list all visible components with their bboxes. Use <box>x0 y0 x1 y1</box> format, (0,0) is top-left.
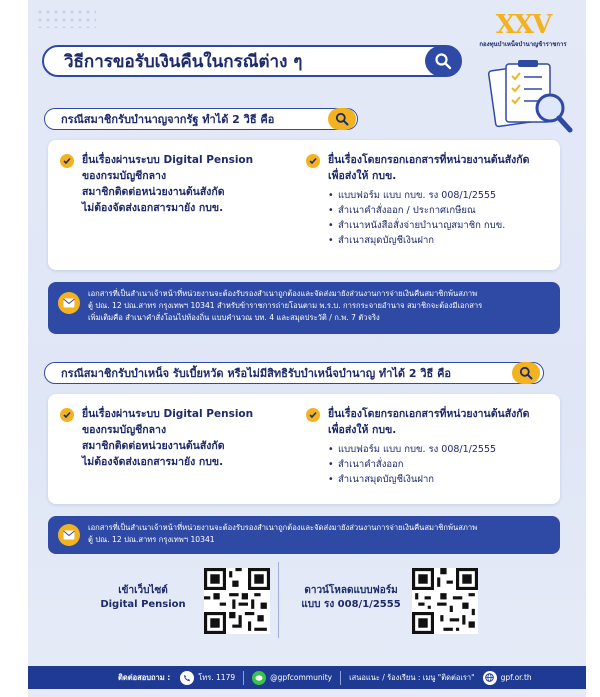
section2-option1-line: ของกรมบัญชีกลาง <box>82 424 167 436</box>
qr1-label-line1: เข้าเว็บไซต์ <box>118 585 168 596</box>
footer-feedback[interactable] <box>349 672 475 684</box>
check-icon <box>306 408 320 422</box>
line-icon <box>252 671 266 685</box>
footer-website[interactable] <box>483 671 532 685</box>
section2-note-line: ตู้ ปณ. 12 ปณ.สาทร กรุงเทพฯ 10341 <box>88 535 215 544</box>
section1-note-line: เพิ่มเติมคือ สำเนาคำสั่งโอนไปท้องถิ่น แบบคำนวณ บท. 4 และสมุดประวัติ / ก.พ. 7 ตัวจริง <box>88 313 380 322</box>
footer-bar <box>28 666 586 689</box>
section1-note-line: เอกสารที่เป็นสำเนาเจ้าหน้าที่หน่วยงานจะต้องรับรองสำเนาถูกต้องและจัดส่งมายังส่วนงานการจ่ายเงินคืนสมาชิกพ้นสภาพ <box>88 289 478 298</box>
page-title: วิธีการขอรับเงินคืนในกรณีต่าง ๆ <box>64 51 303 72</box>
qr2-label-line1: ดาวน์โหลดแบบฟอร์ม <box>304 585 398 596</box>
phone-icon <box>180 671 194 685</box>
section1-option2-line: เพื่อส่งให้ กบข. <box>328 170 397 182</box>
check-icon <box>60 408 74 422</box>
search-icon <box>512 362 540 384</box>
section2-option2 <box>306 406 529 487</box>
document-item: • สำเนาคำสั่งออก <box>328 457 529 472</box>
section1-note <box>48 282 560 334</box>
document-item: • แบบฟอร์ม แบบ กบข. รง 008/1/2555 <box>328 188 529 203</box>
section1-option2 <box>306 152 529 248</box>
footer-website-text: gpf.or.th <box>500 673 532 682</box>
section2-note-line: เอกสารที่เป็นสำเนาเจ้าหน้าที่หน่วยงานจะต้องรับรองสำเนาถูกต้องและจัดส่งมายังส่วนงานการจ่ายเงินคืนสมาชิกพ้นสภาพ <box>88 523 478 532</box>
document-item: • สำเนาสมุดบัญชีเงินฝาก <box>328 472 529 487</box>
gpf-logo-mark: XXV <box>495 10 551 40</box>
section2-option2-line: ยื่นเรื่องโดยกรอกเอกสารที่หน่วยงานต้นสังกัด <box>328 408 530 420</box>
document-item: • สำเนาหนังสือสั่งจ่ายบำนาญสมาชิก กบข. <box>328 218 529 233</box>
section1-heading: กรณีสมาชิกรับบำนาญจากรัฐ ทำได้ 2 วิธี คือ <box>61 113 275 126</box>
section2-option1-line: ยื่นเรื่องผ่านระบบ Digital Pension <box>82 408 254 420</box>
section1-option2-line: ยื่นเรื่องโดยกรอกเอกสารที่หน่วยงานต้นสังกัด <box>328 154 530 166</box>
section2-note <box>48 516 560 554</box>
qr-code-digital-pension[interactable] <box>204 568 270 634</box>
section1-note-line: ตู้ ปณ. 12 ปณ.สาทร กรุงเทพฯ 10341 สำหรับข้าราชการถ่ายโอนตาม พ.ร.บ. การกระจายอำนาจ สมาชิกจะต้องมีเอกสาร <box>88 301 483 310</box>
section2-document-list <box>328 442 529 487</box>
section2-card <box>48 394 560 504</box>
section2-option1 <box>60 406 253 470</box>
qr2-label-line2: แบบ รง 008/1/2555 <box>301 599 401 610</box>
section1-card <box>48 140 560 270</box>
qr1-label <box>88 584 198 612</box>
globe-icon <box>483 671 497 685</box>
document-item: • สำเนาคำสั่งออก / ประกาศเกษียณ <box>328 203 529 218</box>
qr-code-download-form[interactable] <box>412 568 478 634</box>
qr2-label <box>296 584 406 612</box>
footer-separator <box>243 671 244 685</box>
section1-option1-line: ของกรมบัญชีกลาง <box>82 170 167 182</box>
footer-feedback-text: เสนอแนะ / ร้องเรียน : เมนู "ติดต่อเรา" <box>349 672 475 682</box>
check-icon <box>60 154 74 168</box>
document-item: • แบบฟอร์ม แบบ กบข. รง 008/1/2555 <box>328 442 529 457</box>
section1-option1-line: สมาชิกติดต่อหน่วยงานต้นสังกัด <box>82 186 225 198</box>
check-icon <box>306 154 320 168</box>
section2-option1-line: ไม่ต้องจัดส่งเอกสารมายัง กบข. <box>82 456 224 468</box>
qr-divider <box>278 562 279 638</box>
footer-phone-text: โทร. 1179 <box>198 672 236 682</box>
footer-line-text: @gpfcommunity <box>270 673 333 682</box>
section1-option1-line: ยื่นเรื่องผ่านระบบ Digital Pension <box>82 154 254 166</box>
qr-code-area <box>28 558 528 646</box>
footer-phone[interactable] <box>180 671 235 685</box>
footer-contact-label: ติดต่อสอบถาม : <box>118 672 171 682</box>
search-icon <box>425 45 461 77</box>
section2-option2-line: เพื่อส่งให้ กบข. <box>328 424 397 436</box>
section1-option1 <box>60 152 253 216</box>
document-item: • สำเนาสมุดบัญชีเงินฝาก <box>328 233 529 248</box>
decorative-dots <box>36 8 96 28</box>
mail-icon <box>58 292 80 314</box>
section2-heading: กรณีสมาชิกรับบำเหน็จ รับเบี้ยหวัด หรือไม่มีสิทธิรับบำเหน็จบำนาญ ทำได้ 2 วิธี คือ <box>61 367 452 380</box>
search-icon <box>328 108 356 130</box>
section2-option1-line: สมาชิกติดต่อหน่วยงานต้นสังกัด <box>82 440 225 452</box>
qr1-label-line2: Digital Pension <box>100 599 186 610</box>
documents-magnifier-illustration <box>478 58 574 140</box>
section1-heading-bar <box>44 108 358 130</box>
footer-separator <box>340 671 341 685</box>
gpf-logo-text: กองทุนบำเหน็จบำนาญข้าราชการ <box>479 41 567 48</box>
section2-heading-bar <box>44 362 544 384</box>
footer-line[interactable] <box>252 671 332 685</box>
section1-document-list <box>328 188 529 248</box>
page-title-bar <box>42 45 462 77</box>
gpf-logo <box>468 10 578 56</box>
section1-option1-line: ไม่ต้องจัดส่งเอกสารมายัง กบข. <box>82 202 224 214</box>
mail-icon <box>58 524 80 546</box>
